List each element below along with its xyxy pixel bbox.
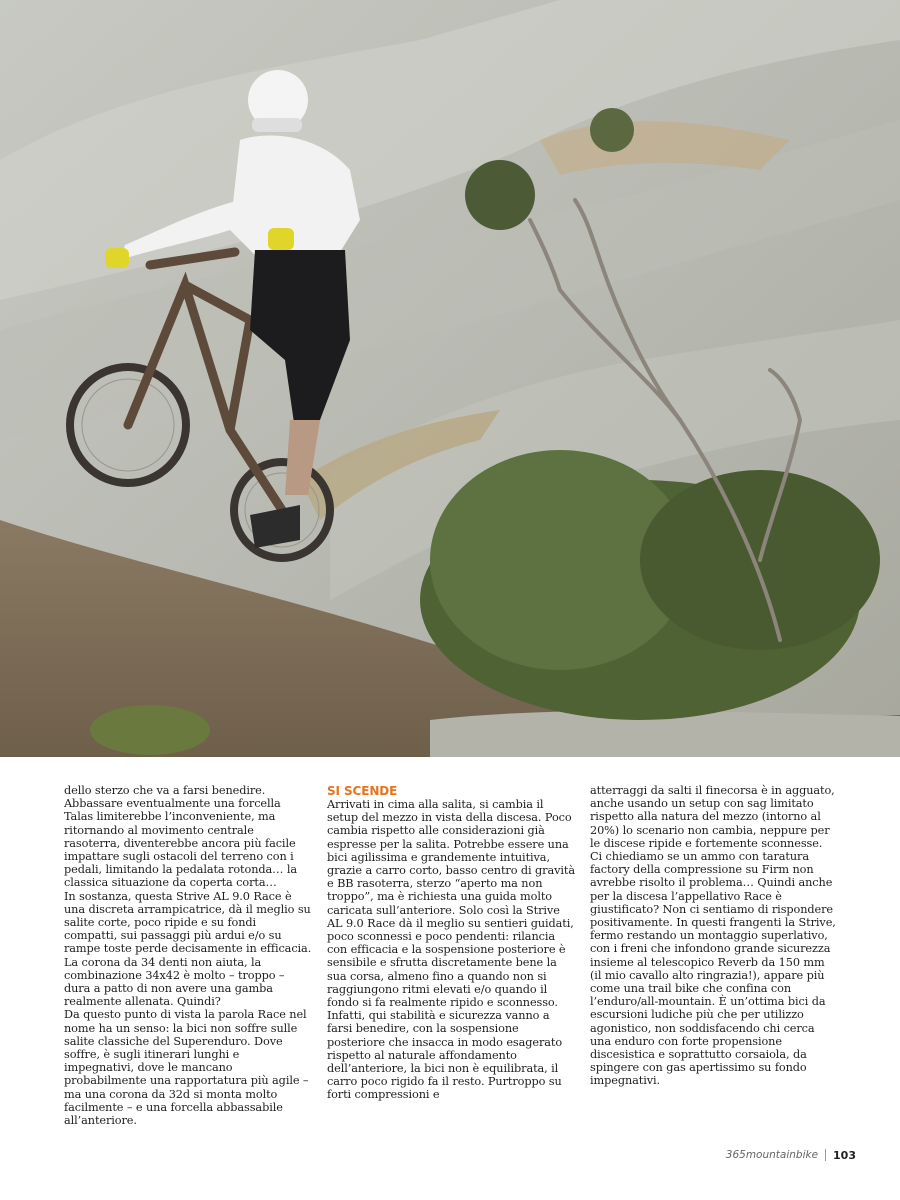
article-column-1 [64,784,312,1127]
paragraph: Ci chiediamo se un ammo con taratura factory della compressione su Firm non avrebbe risolto il problema… Quindi anche per la discesa l’appellativo Race è giustificato? Non ci sentiamo di rispondere positivamente. In questi frangenti la Strive, fermo restando un montaggio superlativo, con i freni che infondono grande sicurezza insieme al telescopico Reverb da 150 mm (il mio cavallo alto ringrazia!), appare più come una trail bike che confina con l’enduro/all-mountain. È un’ottima bici da escursioni ludiche più che per utilizzo agonistico, non soddisfacendo chi cerca una enduro con forte propensione discesistica e soprattutto corsaiola, da spingere con gas apertissimo su fondo impegnativi. [590,850,836,1088]
paragraph: Arrivati in cima alla salita, si cambia il setup del mezzo in vista della discesa. Poco cambia rispetto alle considerazioni già espresse per la salita. Potrebbe essere una bici agilissima e grandemente intuitiva, grazie a carro corto, basso centro di gravità e BB rasoterra, sterzo “aperto ma non troppo”, ma è richiesta una guida molto caricata sull’anteriore. Solo così la Strive AL 9.0 Race dà il meglio su sentieri guidati, poco sconnessi e poco pendenti: rilancia con efficacia e la sospensione posteriore è sensibile e sfrutta discretamente bene la sua corsa, almeno fino a quando non si raggiungono ritmi elevati e/o quando il fondo si fa realmente ripido e sconnesso. Infatti, qui stabilità e sicurezza vanno a farsi benedire, con la sospensione posteriore che insacca in modo esagerato rispetto al naturale affondamento dell’anteriore, la bici non è equilibrata, il carro poco rigido fa il resto. Purtroppo su forti compressioni e [327,798,575,1102]
paragraph: dello sterzo che va a farsi benedire. Abbassare eventualmente una forcella Talas limiterebbe l’inconveniente, ma ritornando al movimento centrale rasoterra, diventerebbe ancora più facile impattare sugli ostacoli del terreno con i pedali, limitando la pedalata rotonda… la classica situazione da coperta corta… [64,784,297,890]
page-footer [726,1147,856,1163]
article-column-2 [327,784,575,1102]
paragraph: In sostanza, questa Strive AL 9.0 Race è una discreta arrampicatrice, dà il meglio su salite corte, poco ripide e su fondi compatti, sui passaggi più ardui e/o su rampe toste perde decisamente in efficacia. La corona da 34 denti non aiuta, la combinazione 34x42 è molto – troppo – dura a patto di non avere una gamba realmente allenata. Quindi? [64,889,312,1009]
paragraph: Da questo punto di vista la parola Race nel nome ha un senso: la bici non soffre sulle salite classiche del Superenduro. Dove soffre, è sugli itinerari lunghi e impegnativi, dove le mancano probabilmente una rapportatura più agile – ma una corona da 32d si monta molto facilmente – e una forcella abbassabile all’anteriore. [64,1008,309,1128]
footer-divider [825,1149,826,1161]
paragraph: atterraggi da salti il finecorsa è in agguato, anche usando un setup con sag limitato rispetto alla natura del mezzo (intorno al 20%) lo scenario non cambia, neppure per le discese ripide e fortemente sconnesse. [590,784,835,850]
article-column-3 [590,784,838,1088]
publication-name: 365mountainbike [725,1149,819,1161]
section-heading: SI SCENDE [327,784,398,798]
page-number: 103 [833,1148,856,1162]
